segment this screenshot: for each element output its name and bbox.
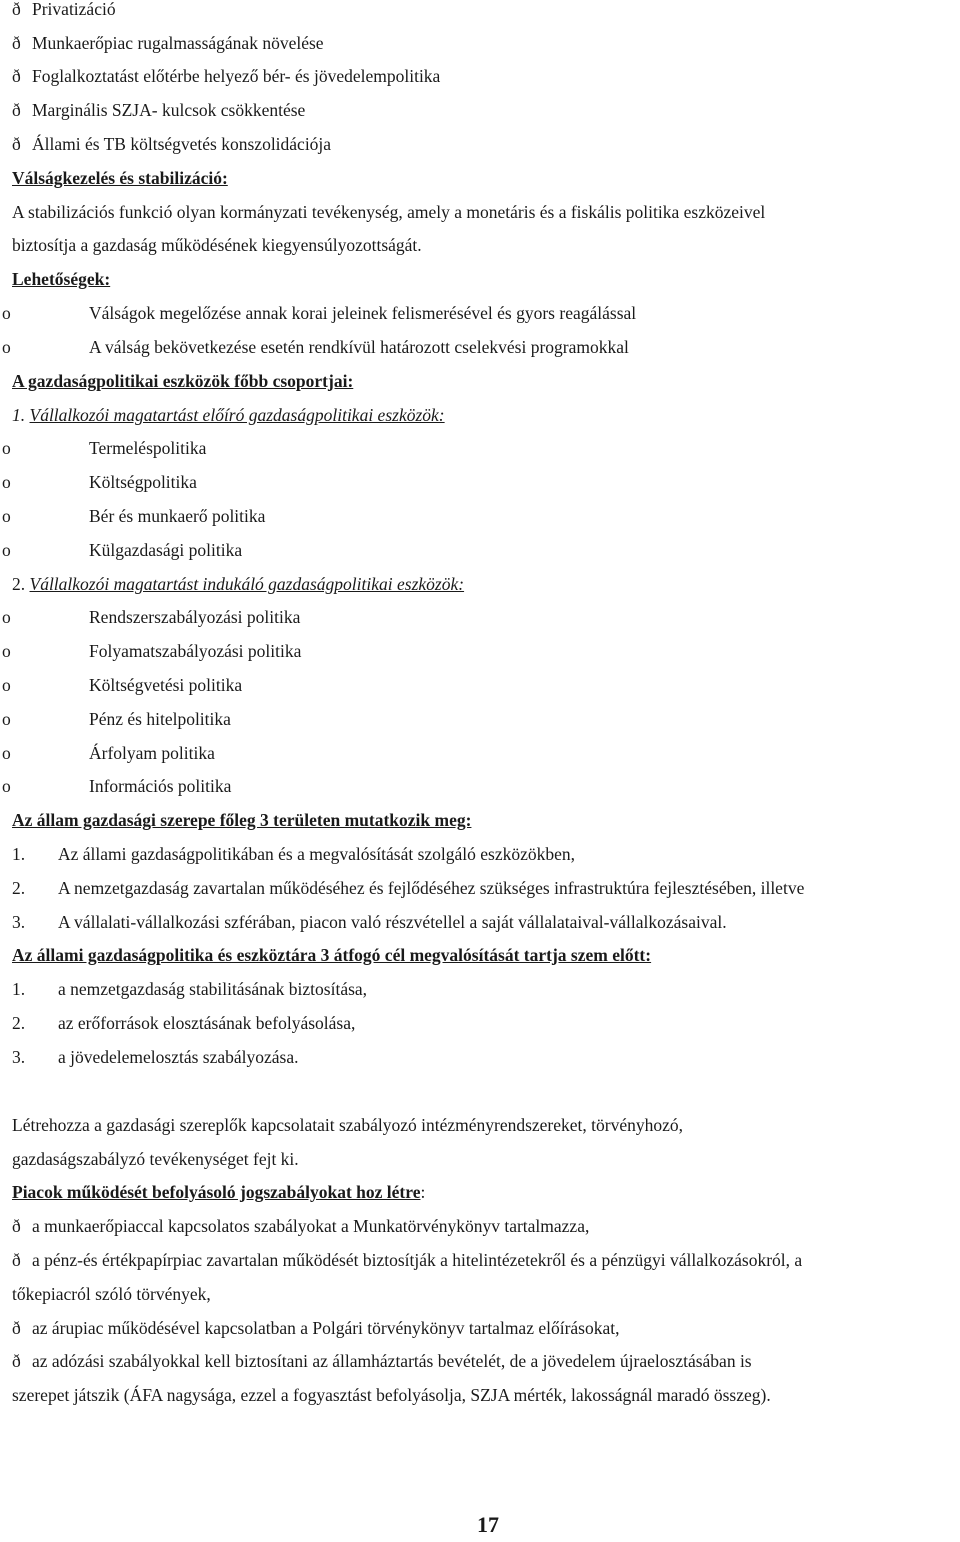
- circle-list-item: o Külgazdasági politika: [2, 533, 956, 567]
- section-heading-crisis: Válságkezelés és stabilizáció:: [12, 168, 228, 188]
- paragraph-line: szerepet játszik (ÁFA nagysága, ezzel a fogyasztást befolyásolja, SZJA mérték, lakosságnál maradó összeg).: [12, 1385, 771, 1405]
- circle-bullet-icon: o: [2, 540, 11, 560]
- circle-list-item: o Költségvetési politika: [2, 668, 956, 702]
- circle-list-item: o A válság bekövetkezése esetén rendkívül határozott cselekvési programokkal: [2, 330, 956, 364]
- numbered-item: 2. A nemzetgazdaság zavartalan működéséhez és fejlődéséhez szükséges infrastruktúra fejlesztésében, illetve: [12, 878, 805, 898]
- paragraph-line: tőkepiacról szóló törvények,: [12, 1284, 211, 1304]
- circle-bullet-icon: o: [2, 303, 11, 323]
- section-heading-goals: Az állami gazdaságpolitika és eszköztára 3 átfogó cél megvalósítását tartja szem előtt:: [12, 945, 652, 965]
- circle-list-item: o Pénz és hitelpolitika: [2, 702, 956, 736]
- paragraph-line: A stabilizációs funkció olyan kormányzati tevékenység, amely a monetáris és a fiskális politika eszközeivel: [12, 202, 766, 222]
- arrow-list-item: ð Munkaerőpiac rugalmasságának növelése: [12, 26, 956, 60]
- arrow-list-item: ð az árupiac működésével kapcsolatban a Polgári törvénykönyv tartalmaz előírásokat,: [12, 1311, 956, 1345]
- numbered-item: 3. A vállalati-vállalkozási szférában, piacon való részvétellel a saját vállalataival-vállalkozásaival.: [12, 912, 727, 932]
- circle-bullet-icon: o: [2, 506, 11, 526]
- arrow-bullet-icon: ð: [12, 0, 21, 19]
- circle-bullet-icon: o: [2, 607, 11, 627]
- numbered-item: 3. a jövedelemelosztás szabályozása.: [12, 1047, 299, 1067]
- arrow-list-item: ð Állami és TB költségvetés konszolidációja: [12, 127, 956, 161]
- section-heading-state-role: Az állam gazdasági szerepe főleg 3 területen mutatkozik meg:: [12, 810, 472, 830]
- circle-list-item: o Információs politika: [2, 769, 956, 803]
- arrow-list-item: ð Foglalkoztatást előtérbe helyező bér- és jövedelempolitika: [12, 59, 956, 93]
- circle-list-item: o Rendszerszabályozási politika: [2, 600, 956, 634]
- circle-list-item: o Válságok megelőzése annak korai jeleinek felismerésével és gyors reagálással: [2, 296, 956, 330]
- circle-list-item: o Folyamatszabályozási politika: [2, 634, 956, 668]
- paragraph-line: biztosítja a gazdaság működésének kiegyensúlyozottságát.: [12, 235, 422, 255]
- numbered-item: 1. Az állami gazdaságpolitikában és a megvalósítását szolgáló eszközökben,: [12, 844, 576, 864]
- circle-list-item: o Bér és munkaerő politika: [2, 499, 956, 533]
- circle-bullet-icon: o: [2, 472, 11, 492]
- circle-bullet-icon: o: [2, 337, 11, 357]
- circle-bullet-icon: o: [2, 438, 11, 458]
- circle-bullet-icon: o: [2, 743, 11, 763]
- arrow-list-item: ð a pénz-és értékpapírpiac zavartalan működését biztosítják a hitelintézetekről és a pénzügyi vállalkozásokról, a: [12, 1243, 956, 1277]
- section-heading-options: Lehetőségek:: [12, 269, 111, 289]
- arrow-bullet-icon: ð: [12, 1351, 21, 1371]
- arrow-bullet-icon: ð: [12, 134, 21, 154]
- circle-list-item: o Költségpolitika: [2, 465, 956, 499]
- arrow-bullet-icon: ð: [12, 1216, 21, 1236]
- circle-list-item: o Árfolyam politika: [2, 736, 956, 770]
- page-number: 17: [477, 1512, 499, 1537]
- arrow-list-item: ð Privatizáció: [12, 0, 956, 26]
- arrow-list-item: ð Marginális SZJA- kulcsok csökkentése: [12, 93, 956, 127]
- circle-list-item: o Termeléspolitika: [2, 431, 956, 465]
- numbered-item: 2. az erőforrások elosztásának befolyásolása,: [12, 1013, 356, 1033]
- arrow-bullet-icon: ð: [12, 1250, 21, 1270]
- subgroup-title: 2. Vállalkozói magatartást indukáló gazdaságpolitikai eszközök:: [12, 574, 465, 594]
- arrow-list-item: ð az adózási szabályokkal kell biztosítani az államháztartás bevételét, de a jövedelem újraelosztásában is: [12, 1344, 956, 1378]
- arrow-list-item: ð a munkaerőpiaccal kapcsolatos szabályokat a Munkatörvénykönyv tartalmazza,: [12, 1209, 956, 1243]
- arrow-bullet-icon: ð: [12, 33, 21, 53]
- circle-bullet-icon: o: [2, 776, 11, 796]
- section-heading-tools: A gazdaságpolitikai eszközök főbb csoportjai:: [12, 371, 354, 391]
- paragraph-line: gazdaságszabályzó tevékenységet fejt ki.: [12, 1149, 299, 1169]
- arrow-bullet-icon: ð: [12, 1318, 21, 1338]
- subgroup-title: 1. Vállalkozói magatartást előíró gazdaságpolitikai eszközök:: [12, 405, 445, 425]
- arrow-bullet-icon: ð: [12, 66, 21, 86]
- numbered-item: 1. a nemzetgazdaság stabilitásának biztosítása,: [12, 979, 368, 999]
- paragraph-line: Létrehozza a gazdasági szereplők kapcsolatait szabályozó intézményrendszereket, törvényhozó,: [12, 1115, 683, 1135]
- circle-bullet-icon: o: [2, 675, 11, 695]
- arrow-bullet-icon: ð: [12, 100, 21, 120]
- circle-bullet-icon: o: [2, 641, 11, 661]
- section-heading-law: Piacok működését befolyásoló jogszabályokat hoz létre:: [12, 1182, 426, 1202]
- circle-bullet-icon: o: [2, 709, 11, 729]
